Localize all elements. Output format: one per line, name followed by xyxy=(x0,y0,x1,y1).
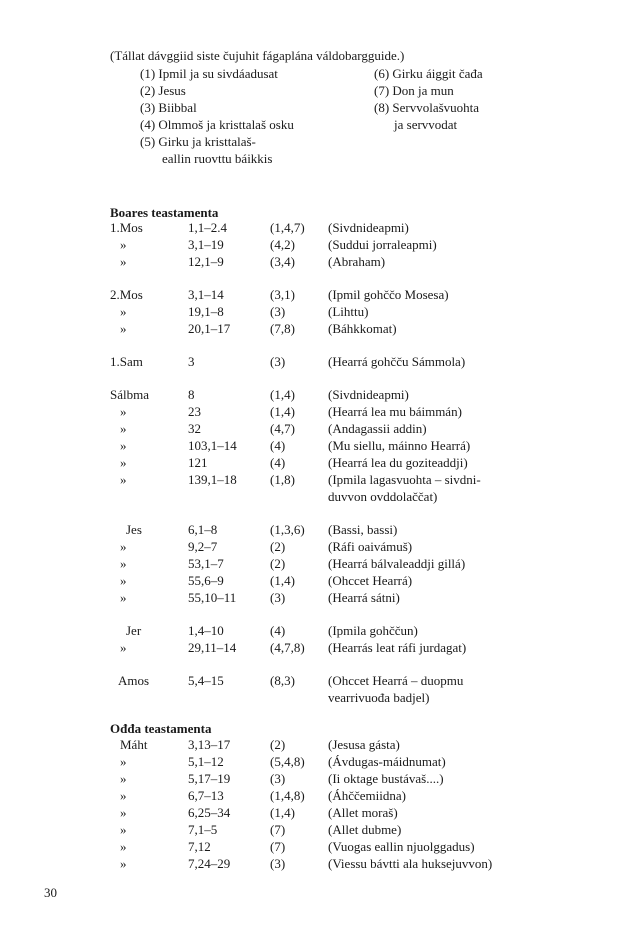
book-name: Jer xyxy=(126,623,142,638)
topic-4: (4) Olmmoš ja kristtalaš osku xyxy=(140,117,294,132)
passage-title: (Hearrá lea du goziteaddji) xyxy=(328,455,468,470)
book-name: » xyxy=(120,539,127,554)
topic-numbers: (4) xyxy=(270,623,286,638)
topic-numbers: (1,4) xyxy=(270,573,295,588)
topic-2: (2) Jesus xyxy=(140,83,186,98)
passage-title: (Hearrá lea mu báimmán) xyxy=(328,404,462,419)
book-name: » xyxy=(120,254,127,269)
book-name: » xyxy=(120,805,127,820)
verse-reference: 53,1–7 xyxy=(188,556,224,571)
book-name: Jes xyxy=(126,522,142,537)
verse-reference: 9,2–7 xyxy=(188,539,218,554)
verse-reference: 6,25–34 xyxy=(188,805,231,820)
book-name: » xyxy=(120,590,127,605)
passage-title: (Lihttu) xyxy=(328,304,369,319)
passage-title: (Hearrá bálvaleaddji gillá) xyxy=(328,556,466,571)
reading-row xyxy=(0,622,638,639)
intro-note xyxy=(110,47,404,64)
topic-numbers: (3) xyxy=(270,771,286,786)
topic-numbers: (1,4) xyxy=(270,404,295,419)
intro-heading: (Tállat dávggiid siste čujuhit fágaplána váldobargguide.) xyxy=(110,48,405,63)
book-name: Máht xyxy=(120,737,148,752)
reading-row xyxy=(0,736,638,753)
passage-title: (Mu siellu, máinno Hearrá) xyxy=(328,438,471,453)
reading-row xyxy=(0,672,638,705)
passage-title: (Vuogas eallin njuolggadus) xyxy=(328,839,475,854)
book-name: » xyxy=(120,321,127,336)
reading-row xyxy=(0,303,638,320)
verse-reference: 29,11–14 xyxy=(188,640,237,655)
topic-numbers: (3,1) xyxy=(270,287,295,302)
passage-title: (Ráfi oaivámuš) xyxy=(328,539,413,554)
topic-numbers: (7,8) xyxy=(270,321,295,336)
topic-numbers: (1,3,6) xyxy=(270,522,305,537)
reading-row xyxy=(0,253,638,270)
topic-3: (3) Biibbal xyxy=(140,100,197,115)
reading-row xyxy=(0,471,638,504)
topic-8-cont: ja servvodat xyxy=(394,117,458,132)
book-name: » xyxy=(120,421,127,436)
topic-8: (8) Servvolašvuohta xyxy=(374,100,480,115)
topic-5-cont: eallin ruovttu báikkis xyxy=(162,151,273,166)
reading-row xyxy=(0,320,638,337)
reading-row xyxy=(0,437,638,454)
passage-title: (Sivdnideapmi) xyxy=(328,220,409,235)
passage-title: (Suddui jorraleapmi) xyxy=(328,237,437,252)
book-name: » xyxy=(120,472,127,487)
book-name: 1.Mos xyxy=(110,220,143,235)
topic-numbers: (3) xyxy=(270,590,286,605)
verse-reference: 6,7–13 xyxy=(188,788,224,803)
topic-numbers: (2) xyxy=(270,737,286,752)
book-name: 1.Sam xyxy=(110,354,143,369)
section-heading: Boares teastamenta xyxy=(110,205,219,220)
verse-reference: 5,4–15 xyxy=(188,673,224,688)
topic-1: (1) Ipmil ja su sivdáadusat xyxy=(140,66,278,81)
topic-numbers: (3) xyxy=(270,354,286,369)
verse-reference: 6,1–8 xyxy=(188,522,218,537)
verse-reference: 3,1–14 xyxy=(188,287,224,302)
reading-row xyxy=(0,639,638,656)
reading-row xyxy=(0,804,638,821)
verse-reference: 32 xyxy=(188,421,201,436)
topic-7: (7) Don ja mun xyxy=(374,83,454,98)
topic-numbers: (7) xyxy=(270,822,286,837)
verse-reference: 3,1–19 xyxy=(188,237,224,252)
verse-reference: 12,1–9 xyxy=(188,254,224,269)
passage-title: (Áhččemiidna) xyxy=(328,788,406,803)
book-name: » xyxy=(120,839,127,854)
topic-numbers: (2) xyxy=(270,556,286,571)
book-name: » xyxy=(120,822,127,837)
passage-title-continued: vearrivuođa badjel) xyxy=(328,690,430,705)
book-name: Sálbma xyxy=(110,387,149,402)
book-name: 2.Mos xyxy=(110,287,143,302)
reading-row xyxy=(0,521,638,538)
passage-title: (Sivdnideapmi) xyxy=(328,387,409,402)
passage-title: (Viessu bávtti ala huksejuvvon) xyxy=(328,856,493,871)
topic-numbers: (2) xyxy=(270,539,286,554)
reading-row xyxy=(0,855,638,872)
section-heading: Ođđa teastamenta xyxy=(110,721,212,736)
topic-numbers: (4) xyxy=(270,455,286,470)
reading-row xyxy=(0,286,638,303)
book-name: » xyxy=(120,771,127,786)
passage-title: (Ipmila lagasvuohta – sivdni- xyxy=(328,472,481,487)
topic-numbers: (1,4,8) xyxy=(270,788,305,803)
book-name: » xyxy=(120,438,127,453)
passage-title-continued: duvvon ovddolaččat) xyxy=(328,489,438,504)
passage-title: (Hearrá gohčču Sámmola) xyxy=(328,354,466,369)
page-number: 30 xyxy=(44,885,57,900)
reading-row xyxy=(0,555,638,572)
passage-title: (Ipmil gohččo Mosesa) xyxy=(328,287,449,302)
book-name: » xyxy=(120,404,127,419)
passage-title: (Bassi, bassi) xyxy=(328,522,398,537)
topic-numbers: (1,4,7) xyxy=(270,220,305,235)
reading-row xyxy=(0,838,638,855)
book-name: » xyxy=(120,573,127,588)
passage-title: (Ipmila gohččun) xyxy=(328,623,418,638)
book-name: » xyxy=(120,856,127,871)
reading-row xyxy=(0,219,638,236)
reading-row xyxy=(0,572,638,589)
topic-numbers: (1,4) xyxy=(270,805,295,820)
passage-title: (Hearrá sátni) xyxy=(328,590,400,605)
topic-numbers: (7) xyxy=(270,839,286,854)
topic-numbers: (4,7) xyxy=(270,421,295,436)
topic-numbers: (3,4) xyxy=(270,254,295,269)
reading-row xyxy=(0,353,638,370)
reading-row xyxy=(0,454,638,471)
passage-title: (Jesusa gásta) xyxy=(328,737,400,752)
reading-row xyxy=(0,236,638,253)
topic-numbers: (5,4,8) xyxy=(270,754,305,769)
reading-row xyxy=(0,770,638,787)
reading-row xyxy=(0,420,638,437)
topic-numbers: (3) xyxy=(270,304,286,319)
verse-reference: 7,24–29 xyxy=(188,856,231,871)
verse-reference: 5,1–12 xyxy=(188,754,224,769)
topic-numbers: (4) xyxy=(270,438,286,453)
book-name: » xyxy=(120,304,127,319)
verse-reference: 3 xyxy=(188,354,195,369)
topic-numbers: (3) xyxy=(270,856,286,871)
verse-reference: 8 xyxy=(188,387,195,402)
passage-title: (Ii oktage bustávaš....) xyxy=(328,771,444,786)
book-name: » xyxy=(120,455,127,470)
topic-numbers: (4,2) xyxy=(270,237,295,252)
passage-title: (Ohccet Hearrá) xyxy=(328,573,413,588)
verse-reference: 7,12 xyxy=(188,839,211,854)
verse-reference: 3,13–17 xyxy=(188,737,231,752)
book-name: » xyxy=(120,754,127,769)
passage-title: (Allet moraš) xyxy=(328,805,398,820)
reading-row xyxy=(0,821,638,838)
passage-title: (Abraham) xyxy=(328,254,386,269)
passage-title: (Andagassii addin) xyxy=(328,421,427,436)
verse-reference: 23 xyxy=(188,404,201,419)
passage-title: (Hearrás leat ráfi jurdagat) xyxy=(328,640,467,655)
verse-reference: 7,1–5 xyxy=(188,822,218,837)
passage-title: (Ávdugas-máidnumat) xyxy=(328,754,446,769)
verse-reference: 55,6–9 xyxy=(188,573,224,588)
reading-row xyxy=(0,403,638,420)
reading-row xyxy=(0,589,638,606)
passage-title: (Ohccet Hearrá – duopmu xyxy=(328,673,464,688)
verse-reference: 5,17–19 xyxy=(188,771,231,786)
topic-numbers: (8,3) xyxy=(270,673,295,688)
book-name: » xyxy=(120,788,127,803)
book-name: » xyxy=(120,640,127,655)
passage-title: (Allet dubme) xyxy=(328,822,402,837)
verse-reference: 1,4–10 xyxy=(188,623,224,638)
book-name: Amos xyxy=(118,673,150,688)
passage-title: (Báhkkomat) xyxy=(328,321,397,336)
verse-reference: 19,1–8 xyxy=(188,304,224,319)
verse-reference: 1,1–2.4 xyxy=(188,220,227,235)
topic-5: (5) Girku ja kristtalaš- xyxy=(140,134,256,149)
topic-6: (6) Girku áiggit čađa xyxy=(374,66,483,81)
book-name: » xyxy=(120,556,127,571)
reading-row xyxy=(0,787,638,804)
verse-reference: 55,10–11 xyxy=(188,590,237,605)
reading-row xyxy=(0,386,638,403)
topic-numbers: (4,7,8) xyxy=(270,640,305,655)
topic-numbers: (1,8) xyxy=(270,472,295,487)
topic-numbers: (1,4) xyxy=(270,387,295,402)
verse-reference: 121 xyxy=(188,455,208,470)
verse-reference: 20,1–17 xyxy=(188,321,231,336)
reading-row xyxy=(0,538,638,555)
reading-row xyxy=(0,753,638,770)
verse-reference: 103,1–14 xyxy=(188,438,237,453)
book-name: » xyxy=(120,237,127,252)
verse-reference: 139,1–18 xyxy=(188,472,237,487)
